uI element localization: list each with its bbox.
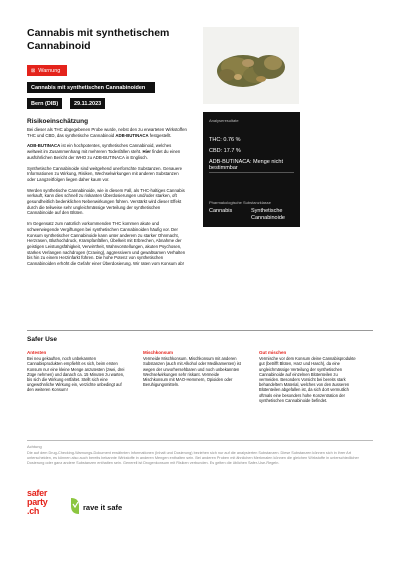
adb-value: ADB-BUTINACA: Menge nicht bestimmbar	[209, 159, 283, 171]
category-header: Pharmakologische Substanzklasse	[209, 200, 272, 205]
safer-use-column	[143, 350, 243, 387]
substance-badge: Cannabis mit synthetischen Cannabinoiden	[27, 82, 155, 93]
column-title: Gut mischen	[259, 350, 287, 355]
sample-photo	[203, 27, 299, 104]
rave-it-safe-logo[interactable]	[65, 494, 125, 520]
svg-text:safer: safer	[27, 488, 48, 498]
category-right: Synthetische Cannabinoide	[251, 208, 285, 221]
disclaimer-heading: Achtung	[27, 444, 42, 449]
cbd-value: CBD: 17.7 %	[209, 148, 241, 154]
safer-party-wordmark	[27, 488, 59, 520]
risk-heading: Risikoeinschätzung	[27, 118, 89, 125]
location-badge: Bern (DIB)	[27, 98, 62, 109]
panel-divider	[209, 172, 294, 173]
column-title: Antesten	[27, 350, 47, 355]
risk-paragraph: Werden synthetische Cannabinoide, wie in diesem Fall, als THC-haltiges Cannabis verkauft, kann dies schnell zu riskanten Überdosierungen und/oder starken, oft gesundheitlich bedenklichen Nebenwirkungen führen. Verstärkt wird dieser Effekt durch die teilweise sehr ungleichmässige Verteilung der synthetischen Cannabinoide auf den Blüten.	[27, 187, 185, 216]
risk-paragraph: ADB-BUTINACA ist ein hochpotentes, synthetisches Cannabinoid, welches weltweit im Zusammenhang mit mehreren Todesfällen steht. Hier findet du einen ausführlichen Bericht der WHO zu ADB-BUTINACA in Englisch.	[27, 143, 181, 160]
column-text: Vermische vor dem Konsum deine Cannabisprodukte gut (betrifft Blüten, Harz und Hasch), da eine ungleichmässige Verteilung der synthetischen Cannabinoide auf einzelnen Blütenteilen zu vermeiden. Besonders Vorsicht bei bereits stark behandeltem Material, welches von den äusseren Blütenteilen abgefallen ist, da sich dort vermutlich oftmals eine besonders hohe Konzentration der synthetischen Cannabinoide befindet.	[259, 356, 356, 403]
svg-text:.ch: .ch	[27, 506, 40, 516]
rave-it-safe-wordmark	[65, 494, 125, 520]
svg-text:rave it safe: rave it safe	[83, 503, 123, 512]
column-text: Vermeide Mischkonsum. Mischkonsum mit anderen Substanzen (auch mit Alkohol oder Medikamenten) ist wegen der unvorhersehbaren und noch unbekannten Wechselwirkungen sehr riskant. Vermeide Mischkonsum mit MAO-Hemmern, Opioiden oder Beruhigungsmitteln.	[143, 356, 241, 388]
safer-party-logo[interactable]	[27, 488, 57, 520]
warning-label: Warnung	[38, 67, 61, 74]
safer-use-column	[259, 350, 359, 403]
cannabis-bud-image	[203, 27, 299, 104]
analysis-header: Analyseresultate	[209, 118, 239, 123]
page-title: Cannabis mit synthetischem Cannabinoid	[27, 27, 170, 52]
risk-body	[27, 127, 187, 272]
risk-paragraph: Synthetische Cannabinoide sind weitgehend unerforschte Substanzen. Genauere Informationen zu Wirkung, Risiken, Wechselwirkungen mit anderen Substanzen oder Langzeitfolgen liegen daher kaum vor.	[27, 165, 183, 182]
category-left: Cannabis	[209, 208, 233, 214]
column-title: Mischkonsum	[143, 350, 174, 355]
disclaimer-text: Die auf dem Drug-Checking-Warnungs-Dokument erwähnten Informationen (Inhalt und Dosierung) beziehen sich nur auf die analysierten Substanzen. Diese Substanzen können sich in ihrer Art unterscheiden, es können also auch bereits bekannte Wirkstoffe in anderen Mengen enthalten sein. Bei anderen Proben mit ähnlichen Merkmalen können die gleichen Wirkstoffe in unterschiedlicher Dosierung oder ganz andere Substanzen enthalten sein. Generell ist Drogenkonsum mit Risiken verbunden. Es gelten die üblichen Safer-Use-Regeln.	[27, 451, 359, 465]
column-text: Bei neu gekauften, noch unbekannten Cannabisprodukten empfiehlt es sich, beim ersten Konsum nur eine kleine Menge anzutesten (zwei, drei Züge nehmen) und danach ca. 15 Minuten zu warten, bis sich die Wirkung entfaltet. Stellt sich eine ungewöhnliche Wirkung ein, verzichte unbedingt auf den weiteren Konsum!	[27, 356, 125, 393]
safer-use-heading: Safer Use	[27, 336, 57, 343]
safer-use-column	[27, 350, 127, 393]
warning-icon: ⊠	[31, 67, 36, 74]
svg-text:party: party	[27, 497, 48, 507]
thc-value: THC: 0.76 %	[209, 137, 241, 143]
warning-badge	[27, 65, 67, 76]
date-badge: 29.11.2023	[70, 98, 105, 109]
who-report-link[interactable]: Hier	[142, 149, 151, 155]
risk-paragraph: Bei dieser als THC abgegebenen Probe wurde, nebst den zu erwarteten Wirkstoffen THC und CBD, das synthetische Cannabinoid ADB-BUTINACA festgestellt.	[27, 127, 187, 138]
section-divider	[27, 330, 373, 331]
disclaimer-divider	[27, 440, 373, 441]
analysis-panel	[203, 112, 300, 227]
risk-paragraph: Im Gegensatz zum natürlich vorkommenden THC kommen akute und schwerwiegende Vergiftungen bei synthetischen Cannabinoiden häufig vor. Der Konsum synthetischer Cannabinoide kann unter anderem zu starker Ohnmacht, Herzrasen, Bluthochdruck, Krampfanfällen, Übelkeit mit Erbrechen, Abnahme der geistigen Leistungsfähigkeit, Verwirrtheit, Wahnvorstellungen, akuten Psychosen, starkes Verlangen nachdrogen (Craving), aggressivem und gewaltsamen Verhalten bis hin zu einem Herzinfarkt führen. Die hohe Potenz von synthetischen Cannabinoiden erhöht die Gefahr einer Überdosierung. Wir raten vom Konsum ab!	[27, 221, 186, 267]
